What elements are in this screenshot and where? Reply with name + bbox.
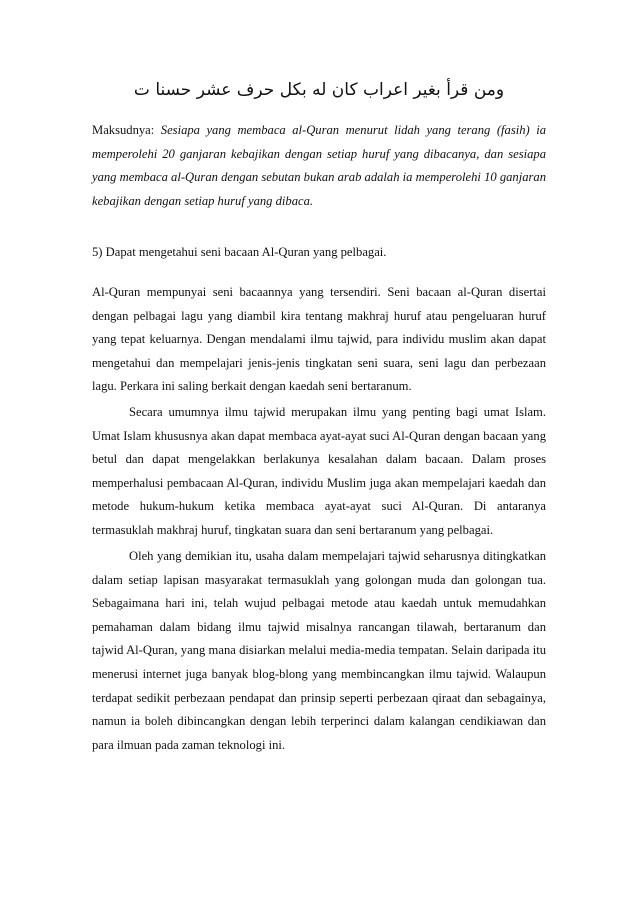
arabic-hadith-line: ومن قرأ بغير اعراب كان له بكل حرف عشر حسنا ت <box>133 80 505 100</box>
paragraph-1: Al-Quran mempunyai seni bacaannya yang tersendiri. Seni bacaan al-Quran disertai dengan pelbagai lagu yang diambil kira tentang makhraj huruf atau pengeluaran huruf yang tepat keluarnya. Dengan mendalami ilmu tajwid, para individu muslim akan dapat mengetahui dan mempelajari jenis-jenis tingkatan seni suara, seni lagu dan perbezaan lagu. Perkara ini saling berkait dengan kaedah seni bertaranum. <box>92 285 546 394</box>
translation-label: Maksudnya: <box>92 123 155 137</box>
paragraph-3: Oleh yang demikian itu, usaha dalam mempelajari tajwid seharusnya ditingkatkan dalam setiap lapisan masyarakat termasuklah yang golongan muda dan golongan tua. Sebagaimana hari ini, telah wujud pelbagai metode atau kaedah untuk memudahkan pemahaman dalam bidang ilmu tajwid misalnya rancangan tilawah, bertaranum dan tajwid Al-Quran, yang mana disiarkan melalui media-media tempatan. Selain daripada itu menerusi internet juga banyak blog-blong yang membincangkan ilmu tajwid. Walaupun terdapat sedikit perbezaan pendapat dan prinsip seperti perbezaan qiraat dan sebagainya, namun ia boleh dibincangkan dengan lebih terperinci dalam kalangan cendikiawan dan para ilmuan pada zaman teknologi ini. <box>92 549 546 752</box>
translation-text: Sesiapa yang membaca al-Quran menurut lidah yang terang (fasih) ia memperolehi 20 ganjaran kebajikan dengan setiap huruf yang dibacanya, dan sesiapa yang membaca al-Quran dengan sebutan bukan arab adalah ia memperolehi 10 ganjaran kebajikan dengan setiap huruf yang dibaca. <box>92 123 547 208</box>
translation-block <box>92 119 546 213</box>
paragraph-2: Secara umumnya ilmu tajwid merupakan ilmu yang penting bagi umat Islam. Umat Islam khususnya akan dapat membaca ayat-ayat suci Al-Quran dengan bacaan yang betul dan dapat mengelakkan berlakunya kesalahan dalam bacaan. Dalam proses memperhalusi pembacaan Al-Quran, individu Muslim juga akan mempelajari kaedah dan metode hukum-hukum ketika membaca ayat-ayat suci Al-Quran. Di antaranya termasuklah makhraj huruf, tingkatan suara dan seni bertaranum yang pelbagai. <box>92 405 546 537</box>
section-heading: 5) Dapat mengetahui seni bacaan Al-Quran yang pelbagai. <box>92 245 387 259</box>
